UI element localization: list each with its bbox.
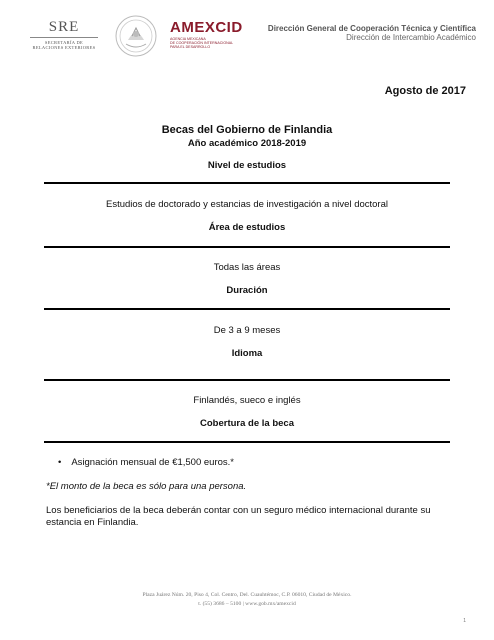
sre-logo: [30, 20, 98, 50]
amexcid-logo: [170, 20, 250, 50]
section-divider: [44, 441, 450, 443]
section-text-level: Estudios de doctorado y estancias de investigación a nivel doctoral: [105, 199, 388, 210]
document-subtitle: Año académico 2018-2019: [187, 138, 307, 149]
document-title: Becas del Gobierno de Finlandia: [161, 124, 333, 136]
section-label-level: Nivel de estudios: [207, 160, 287, 171]
header-department-title: Dirección General de Cooperación Técnica y Científica: [267, 24, 476, 33]
list-item: [58, 457, 234, 468]
amexcid-name: AMEXCID: [170, 19, 243, 36]
footer-address: Plaza Juárez Núm. 20, Piso 4, Col. Centro, Del. Cuauhtémoc, C.P. 06010, Ciudad de México.: [142, 592, 352, 598]
page-number: 1: [463, 618, 466, 624]
sre-line1: SECRETARÍA DE: [44, 40, 84, 45]
amexcid-line3: PARA EL DESARROLLO: [170, 45, 211, 50]
document-date: Agosto de 2017: [384, 85, 466, 97]
section-divider: [44, 246, 450, 248]
bullet-icon: •: [58, 457, 62, 468]
section-label-coverage: Cobertura de la beca: [200, 418, 294, 429]
header-department-subtitle: Dirección de Intercambio Académico: [346, 33, 476, 42]
section-text-duration: De 3 a 9 meses: [213, 325, 281, 336]
footnote: *El monto de la beca es sólo para una persona.: [46, 481, 247, 492]
national-seal-icon: [114, 14, 158, 58]
section-text-language: Finlandés, sueco e inglés: [193, 395, 301, 406]
footer-contact: t. (55) 3686 – 5100 | www.gob.mx/amexcid: [198, 601, 296, 607]
amexcid-line1: AGENCIA MEXICANA: [170, 37, 206, 41]
amexcid-line2: DE COOPERACIÓN INTERNACIONAL: [170, 41, 234, 46]
list-item-text: Asignación mensual de €1,500 euros.*: [71, 457, 234, 468]
footer: [0, 591, 494, 609]
sre-divider: [30, 37, 98, 38]
sre-acronym: SRE: [48, 19, 80, 35]
section-label-duration: Duración: [226, 285, 268, 296]
section-label-language: Idioma: [231, 348, 263, 359]
section-divider: [44, 182, 450, 184]
sre-line2: RELACIONES EXTERIORES: [32, 45, 96, 50]
insurance-paragraph: Los beneficiarios de la beca deberán contar con un seguro médico internacional durante su estancia en Finlandia.: [46, 505, 431, 528]
header-department: [268, 24, 476, 42]
section-divider: [44, 379, 450, 381]
section-text-area: Todas las áreas: [213, 262, 281, 273]
section-label-area: Área de estudios: [208, 222, 286, 233]
section-divider: [44, 308, 450, 310]
